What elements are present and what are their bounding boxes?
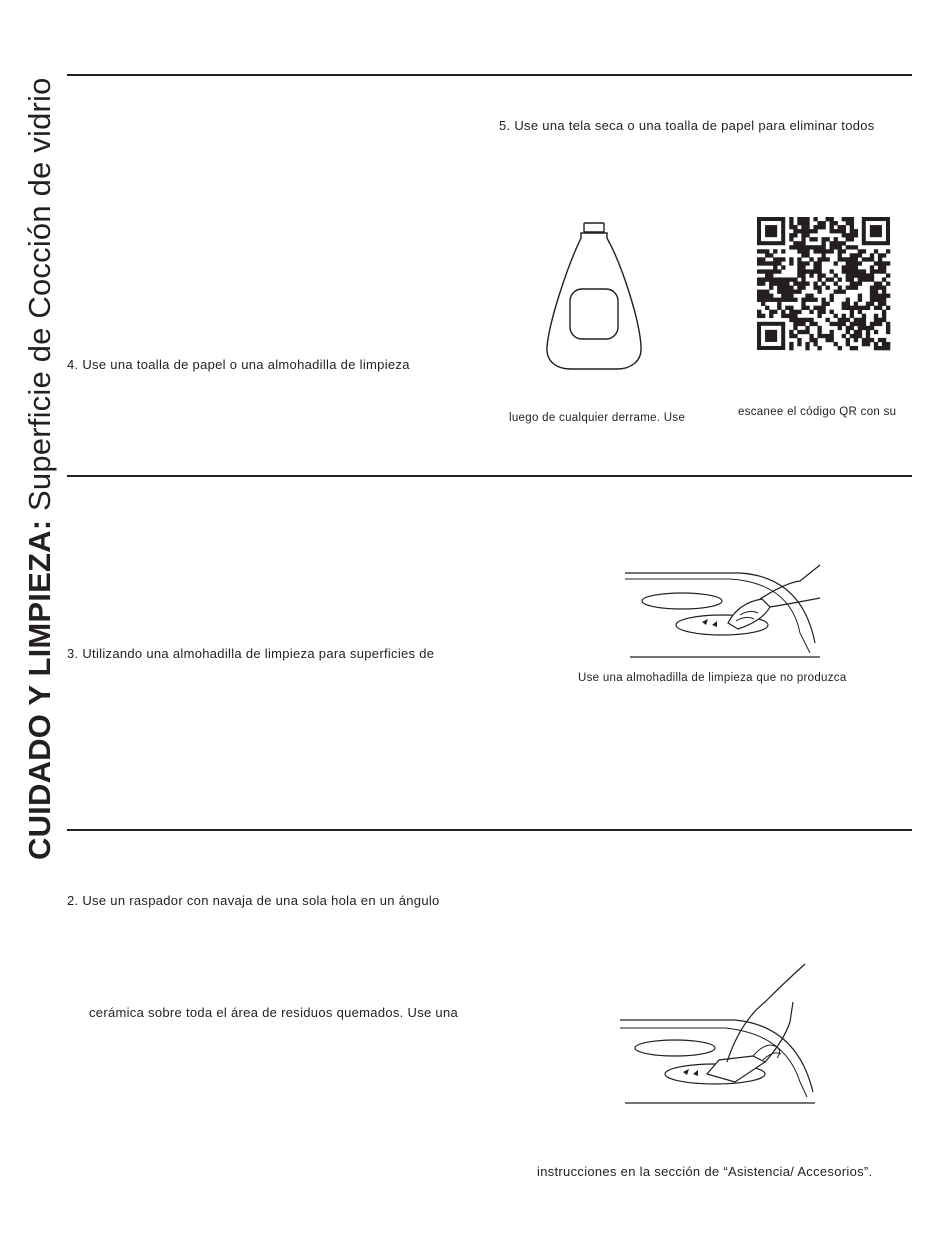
section-rule-2 <box>67 475 912 477</box>
page-side-title <box>10 0 70 860</box>
bottle-caption: luego de cualquier derrame. Use <box>509 412 686 424</box>
pad-caption: Use una almohadilla de limpieza que no produzca <box>578 672 847 684</box>
qr-caption: escanee el código QR con su <box>738 406 897 418</box>
cooktop-scraper-illustration <box>615 962 815 1107</box>
side-title-bold: CUIDADO Y LIMPIEZA: <box>22 519 57 860</box>
step-5-text: 5. Use una tela seca o una toalla de papel para eliminar todos <box>499 118 875 133</box>
qr-code-icon <box>757 217 890 350</box>
step-2-continued-text: cerámica sobre toda el área de residuos quemados. Use una <box>89 1005 459 1020</box>
step-4-text: 4. Use una toalla de papel o una almohadilla de limpieza <box>67 357 410 372</box>
step-2-text: 2. Use un raspador con navaja de una sola hola en un ángulo <box>67 893 440 908</box>
side-title-regular: Superficie de Cocción de vidrio <box>22 77 57 520</box>
section-rule-3 <box>67 829 912 831</box>
cleaner-bottle-icon <box>545 222 645 372</box>
cooktop-wipe-illustration <box>620 563 820 663</box>
step-3-text: 3. Utilizando una almohadilla de limpieza para superficies de <box>67 646 435 661</box>
section-rule-top <box>67 74 912 76</box>
accessories-note-text: instrucciones en la sección de “Asistencia/ Accesorios”. <box>537 1164 873 1179</box>
